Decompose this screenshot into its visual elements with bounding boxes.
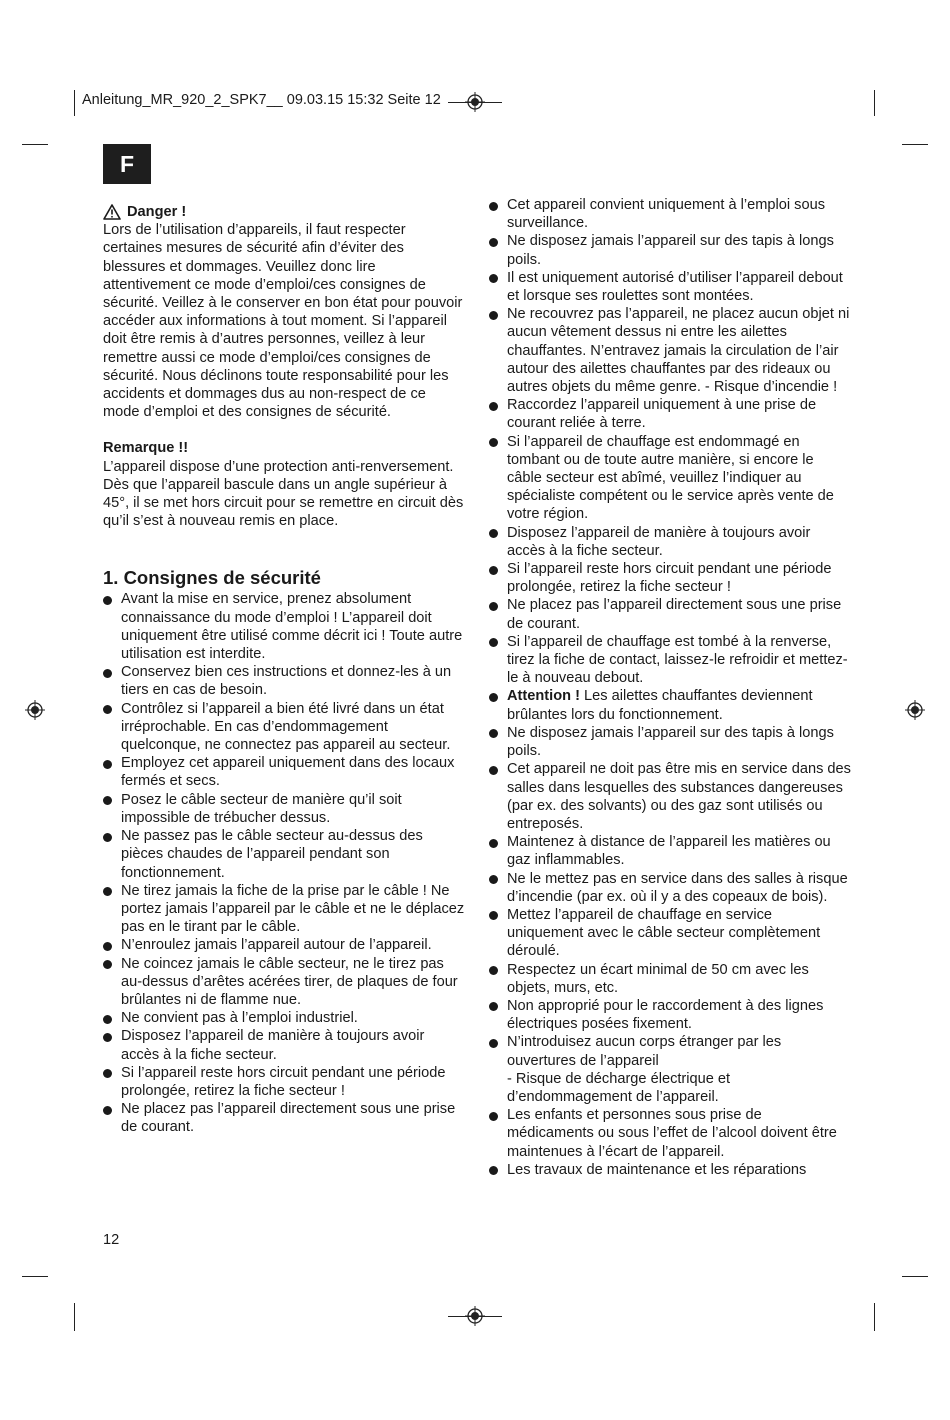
- list-item: Ne tirez jamais la fiche de la prise par le câble ! Ne portez jamais l’appareil par le câble et ne le déplacez pas en le tirant par le câble.: [103, 882, 465, 937]
- list-item: Si l’appareil de chauffage est endommagé en tombant ou de toute autre manière, si encore le câble secteur est abîmé, veuillez l’indiquer au spécialiste compétent ou le service après vente de votre région.: [489, 433, 851, 524]
- list-item: Ne placez pas l’appareil directement sous une prise de courant.: [103, 1100, 465, 1136]
- list-item: Raccordez l’appareil uniquement à une prise de courant reliée à terre.: [489, 396, 851, 432]
- print-slug: Anleitung_MR_920_2_SPK7__ 09.03.15 15:32 Seite 12: [82, 92, 441, 108]
- list-item: Posez le câble secteur de manière qu’il soit impossible de trébucher dessus.: [103, 791, 465, 827]
- list-item: Disposez l’appareil de manière à toujours avoir accès à la fiche secteur.: [103, 1027, 465, 1063]
- list-item: Disposez l’appareil de manière à toujours avoir accès à la fiche secteur.: [489, 524, 851, 560]
- list-item: Ne disposez jamais l’appareil sur des tapis à longs poils.: [489, 724, 851, 760]
- list-item: Ne recouvrez pas l’appareil, ne placez aucun objet ni aucun vêtement dessus ni entre les ailettes chauffantes. N’entravez jamais la circulation de l’air autour des ailettes chauffantes par des rideaux ou autres objets du même genre. - Risque d’incendie !: [489, 305, 851, 396]
- attention-text: Les ailettes chauffantes deviennent brûlantes lors du fonctionnement.: [507, 688, 813, 723]
- safety-list-left: [103, 590, 465, 1136]
- foreign-body-line2: - Risque de décharge électrique et d’endommagement de l’appareil.: [507, 1070, 731, 1105]
- list-item: Les enfants et personnes sous prise de médicaments ou sous l’effet de l’alcool doivent être maintenues à l’écart de l’appareil.: [489, 1106, 851, 1161]
- registration-mark-icon: [905, 700, 925, 720]
- right-column: [489, 196, 851, 1179]
- list-item: Maintenez à distance de l’appareil les matières ou gaz inflammables.: [489, 833, 851, 869]
- list-item: Non approprié pour le raccordement à des lignes électriques posées fixement.: [489, 997, 851, 1033]
- danger-text: Lors de l’utilisation d’appareils, il faut respecter certaines mesures de sécurité afin d’éviter des blessures et dommages. Veuillez donc lire attentivement ce mode d’emploi/ces consignes de sécurité. Veillez à le conserver en bon état pour pouvoir accéder aux informations à tout moment. Si l’appareil doit être remis à d’autres personnes, veillez à leur remettre aussi ce mode d’emploi/ces consignes de sécurité. Nous déclinons toute responsabilité pour les accidents et dommages dus au non-respect de ce mode d’emploi et des consignes de sécurité.: [103, 222, 463, 421]
- list-item: N’enroulez jamais l’appareil autour de l’appareil.: [103, 936, 465, 954]
- list-item: Ne passez pas le câble secteur au-dessus des pièces chaudes de l’appareil pendant son fonctionnement.: [103, 827, 465, 882]
- left-column: [103, 203, 465, 1137]
- section-title: 1. Consignes de sécurité: [103, 567, 321, 589]
- warning-triangle-icon: [103, 204, 121, 220]
- list-item: Cet appareil convient uniquement à l’emploi sous surveillance.: [489, 196, 851, 232]
- list-item: Ne disposez jamais l’appareil sur des tapis à longs poils.: [489, 232, 851, 268]
- list-item: Respectez un écart minimal de 50 cm avec les objets, murs, etc.: [489, 961, 851, 997]
- list-item: Il est uniquement autorisé d’utiliser l’appareil debout et lorsque ses roulettes sont montées.: [489, 269, 851, 305]
- list-item: Ne convient pas à l’emploi industriel.: [103, 1009, 465, 1027]
- registration-mark-icon: [25, 700, 45, 720]
- attention-label: Attention !: [507, 688, 580, 705]
- registration-mark-icon: [465, 92, 485, 112]
- crop-mark: [22, 144, 48, 145]
- list-item: Employez cet appareil uniquement dans des locaux fermés et secs.: [103, 754, 465, 790]
- crop-mark: [22, 1276, 48, 1277]
- list-item: Ne coincez jamais le câble secteur, ne le tirez pas au-dessus d’arêtes acérées tirer, de plaques de four brûlantes ni de flamme nue.: [103, 955, 465, 1010]
- crop-mark: [902, 144, 928, 145]
- crop-mark: [74, 90, 75, 116]
- crop-mark: [874, 90, 875, 116]
- registration-mark-icon: [465, 1306, 485, 1326]
- list-item: Ne placez pas l’appareil directement sous une prise de courant.: [489, 596, 851, 632]
- list-item: Si l’appareil de chauffage est tombé à la renverse, tirez la fiche de contact, laissez-le refroidir et mettez-le à nouveau debout.: [489, 633, 851, 688]
- foreign-body-line1: N’introduisez aucun corps étranger par les ouvertures de l’appareil: [507, 1034, 782, 1069]
- remark-text: L’appareil dispose d’une protection anti-renversement. Dès que l’appareil bascule dans un angle supérieur à 45°, il se met hors circuit pour se remettre en circuit dès qu’il s’est à nouveau remis en place.: [103, 458, 464, 530]
- list-item: Les travaux de maintenance et les réparations: [489, 1161, 851, 1179]
- crop-mark: [874, 1303, 875, 1331]
- list-item: Contrôlez si l’appareil a bien été livré dans un état irréprochable. En cas d’endommagement quelconque, ne connectez pas appareil au secteur.: [103, 700, 465, 755]
- list-item: Avant la mise en service, prenez absolument connaissance du mode d’emploi ! L’appareil doit uniquement être utilisé comme décrit ici ! Toute autre utilisation est interdite.: [103, 590, 465, 663]
- list-item: Si l’appareil reste hors circuit pendant une période prolongée, retirez la fiche secteur !: [103, 1064, 465, 1100]
- language-badge: F: [103, 144, 151, 184]
- page-number: 12: [103, 1232, 120, 1248]
- list-item: Ne le mettez pas en service dans des salles à risque d’incendie (par ex. où il y a des copeaux de bois).: [489, 870, 851, 906]
- list-item-attention: [489, 687, 851, 723]
- list-item: Si l’appareil reste hors circuit pendant une période prolongée, retirez la fiche secteur !: [489, 560, 851, 596]
- list-item: Cet appareil ne doit pas être mis en service dans des salles dans lesquelles des substances dangereuses (par ex. des solvants) ou des gaz sont utilisés ou entreposés.: [489, 760, 851, 833]
- crop-mark: [74, 1303, 75, 1331]
- list-item-foreign-body: [489, 1033, 851, 1106]
- danger-title: Danger !: [127, 204, 187, 220]
- list-item: Conservez bien ces instructions et donnez-les à un tiers en cas de besoin.: [103, 663, 465, 699]
- safety-list-right: [489, 196, 851, 1179]
- crop-mark: [902, 1276, 928, 1277]
- list-item: Mettez l’appareil de chauffage en service uniquement avec le câble secteur complètement déroulé.: [489, 906, 851, 961]
- danger-heading: [103, 203, 465, 221]
- remark-title: Remarque !!: [103, 440, 189, 457]
